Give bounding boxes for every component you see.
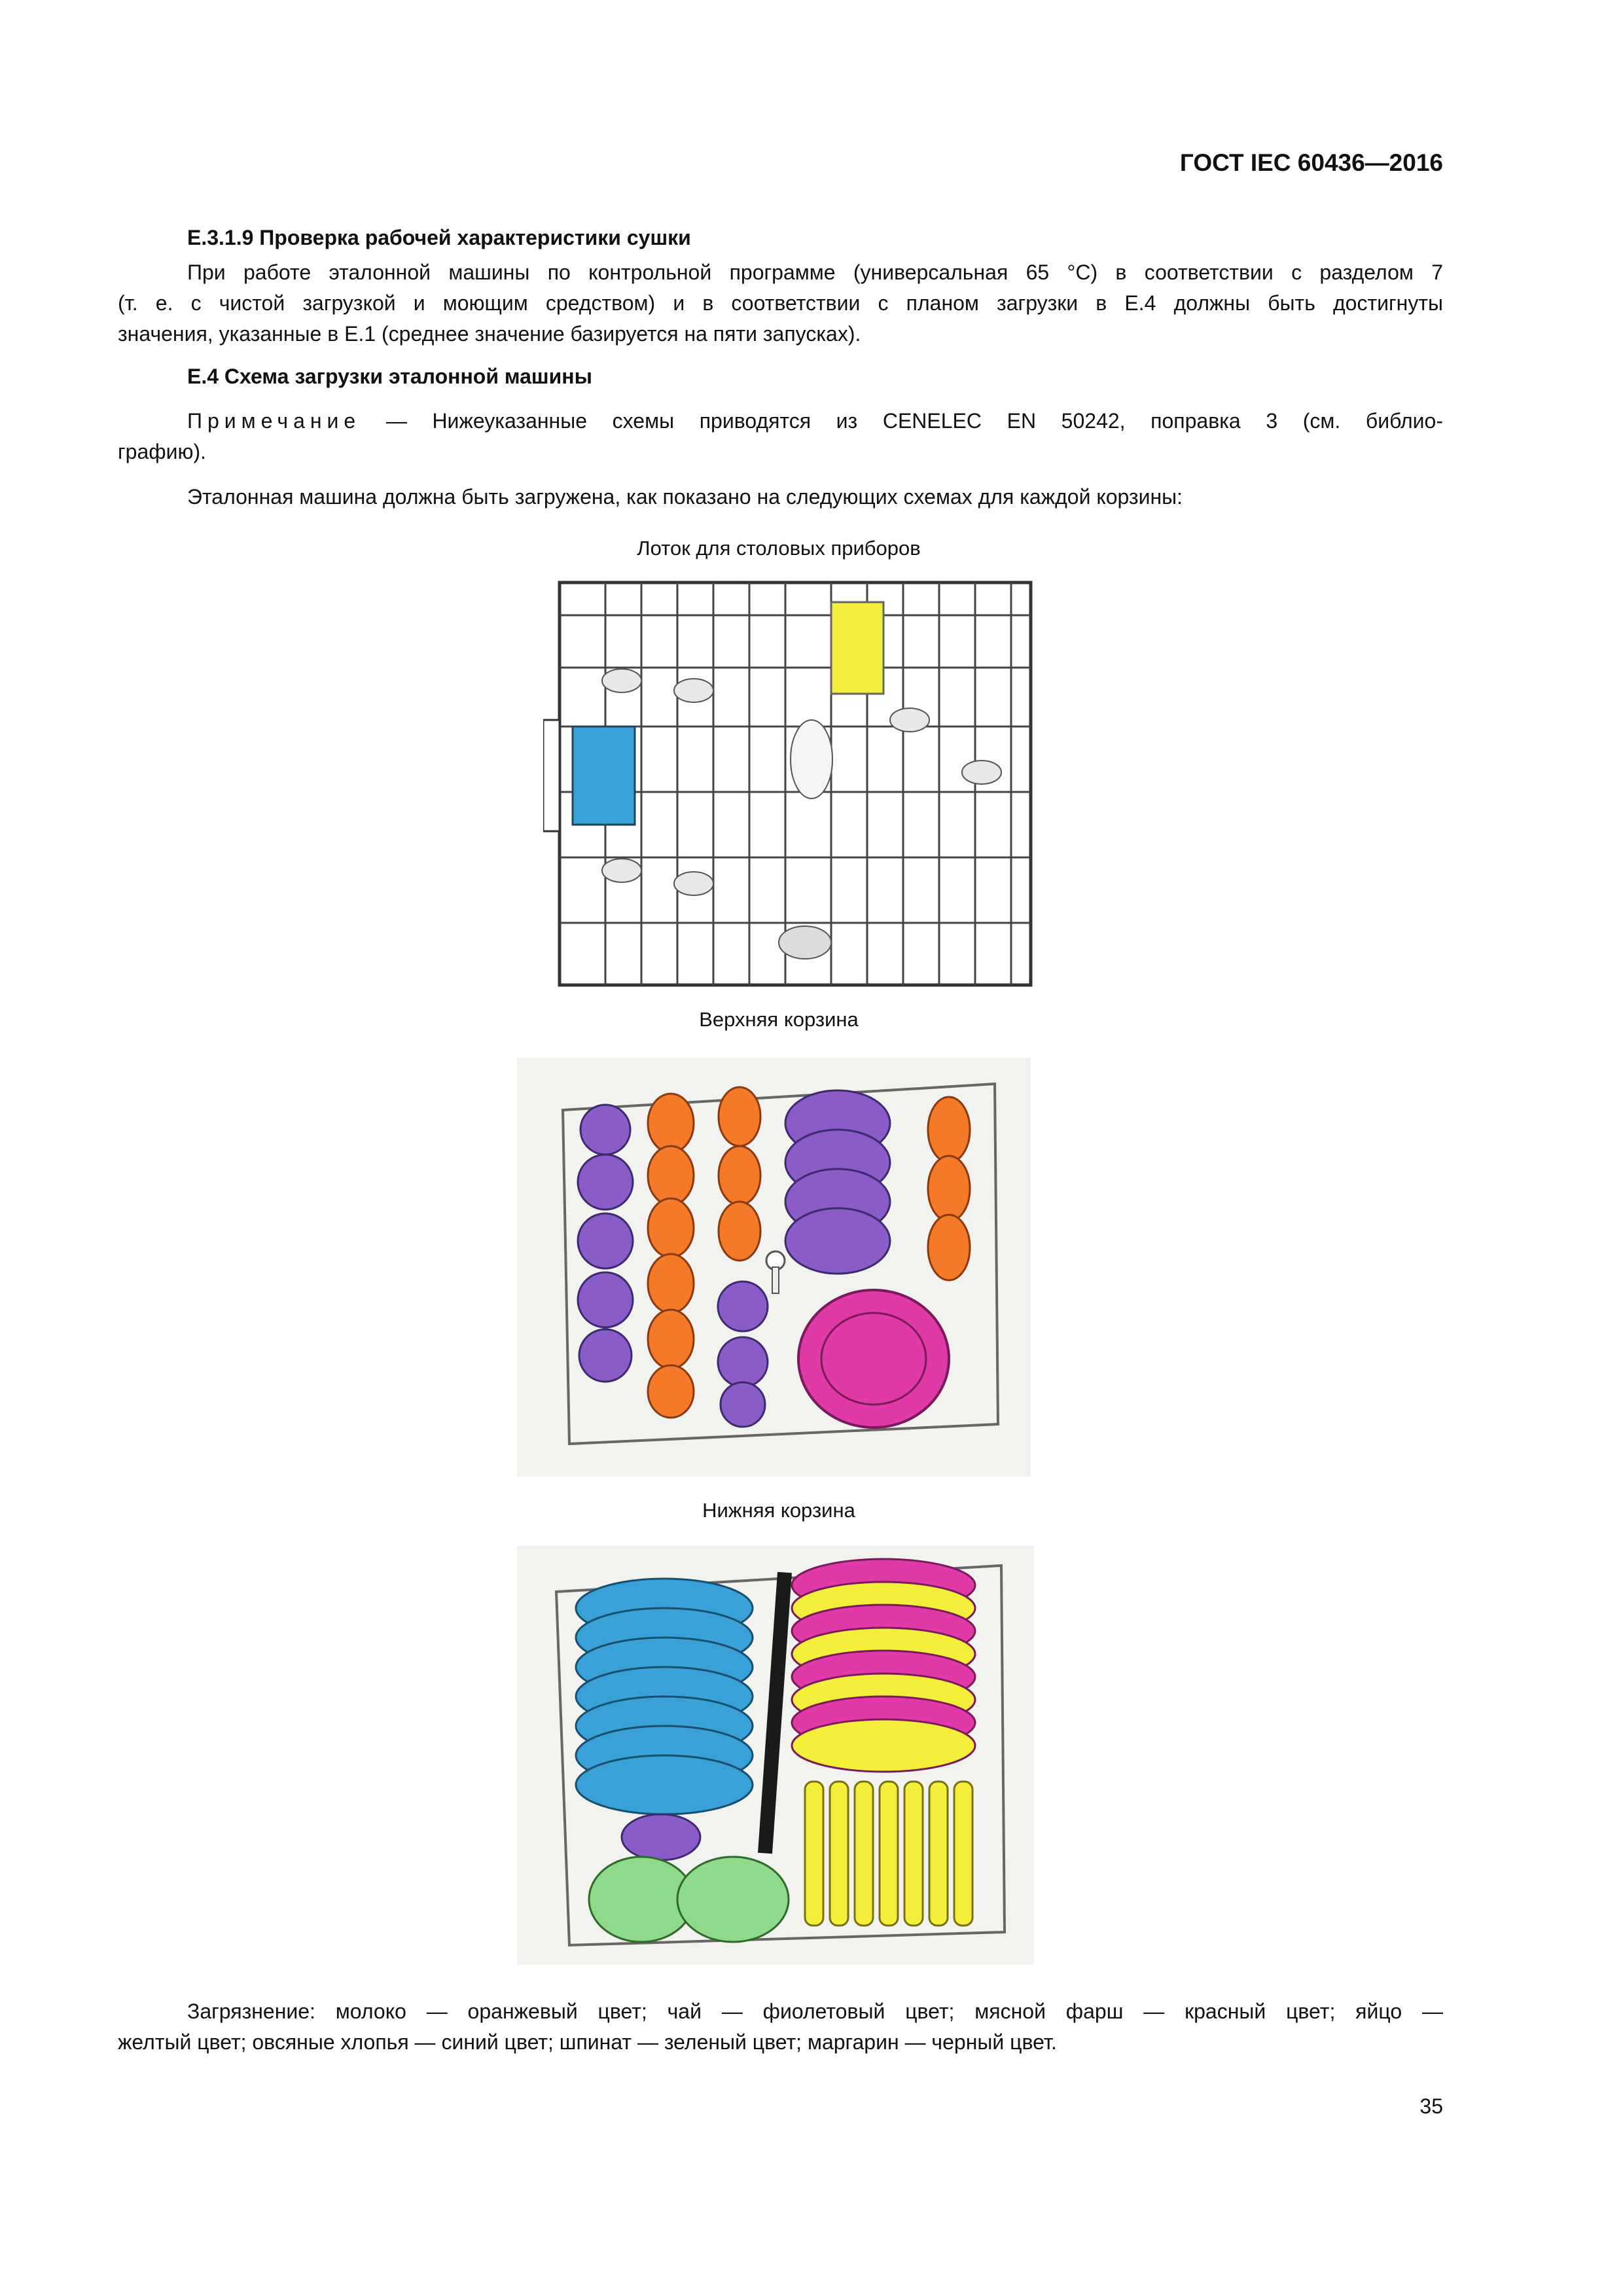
section-e319-line3: значения, указанные в E.1 (среднее значение базируется на пяти запусках). <box>118 322 861 346</box>
page-number: 35 <box>1419 2094 1443 2118</box>
upper-tea-purple-plates <box>785 1090 890 1274</box>
lower-egg-yellow-small-plates <box>805 1782 972 1926</box>
lower-tea-purple <box>622 1814 700 1860</box>
upper-tea-purple-middle <box>718 1282 768 1427</box>
cutlery-tray-caption: Лоток для столовых приборов <box>637 537 921 560</box>
section-e319-line2: (т. е. с чистой загрузкой и моющим средством) и в соответствии с планом загрузки в E.4 должны быть достигнуты <box>118 291 1443 315</box>
section-e319-heading: E.3.1.9 Проверка рабочей характеристики сушки <box>187 226 691 249</box>
lower-basket-figure <box>517 1546 1034 1965</box>
upper-milk-orange-middle <box>719 1087 760 1261</box>
soiling-legend <box>118 1996 1443 2058</box>
intro-paragraph <box>118 482 1443 512</box>
note-block <box>118 406 1443 467</box>
note-label: Примечание <box>187 409 361 433</box>
intro-text: Эталонная машина должна быть загружена, как показано на следующих схемах для каждой корзины: <box>187 485 1183 509</box>
section-e319-body <box>118 257 1443 350</box>
upper-milk-orange-right <box>928 1097 970 1280</box>
upper-basket-caption: Верхняя корзина <box>699 1008 859 1031</box>
standard-code: ГОСТ IEC 60436—2016 <box>1179 149 1443 176</box>
lower-meat-red-plates <box>792 1559 975 1772</box>
soiling-line1: Загрязнение: молоко — оранжевый цвет; чай — фиолетовый цвет; мясной фарш — красный цвет; яйцо — <box>187 2000 1443 2023</box>
note-line1: — Нижеуказанные схемы приводятся из CENELEC EN 50242, поправка 3 (см. библио- <box>361 409 1443 433</box>
upper-basket-figure <box>517 1058 1031 1477</box>
tray-side-handle <box>543 720 560 831</box>
cutlery-oat-blue <box>573 726 635 825</box>
lower-oat-blue-plates <box>576 1579 753 1814</box>
cutlery-tray-figure <box>543 576 1047 995</box>
lower-basket-caption: Нижняя корзина <box>702 1499 855 1522</box>
cutlery-egg-yellow <box>831 602 883 694</box>
soiling-line2: желтый цвет; овсяные хлопья — синий цвет; шпинат — зеленый цвет; маргарин — черный цвет. <box>118 2030 1057 2054</box>
note-line2: графию). <box>118 440 207 463</box>
section-e319-line1: При работе эталонной машины по контрольной программе (универсальная 65 °C) в соответствии с разделом 7 <box>187 260 1443 284</box>
section-e4-heading: E.4 Схема загрузки эталонной машины <box>187 365 592 388</box>
upper-tea-purple-left <box>578 1105 633 1382</box>
